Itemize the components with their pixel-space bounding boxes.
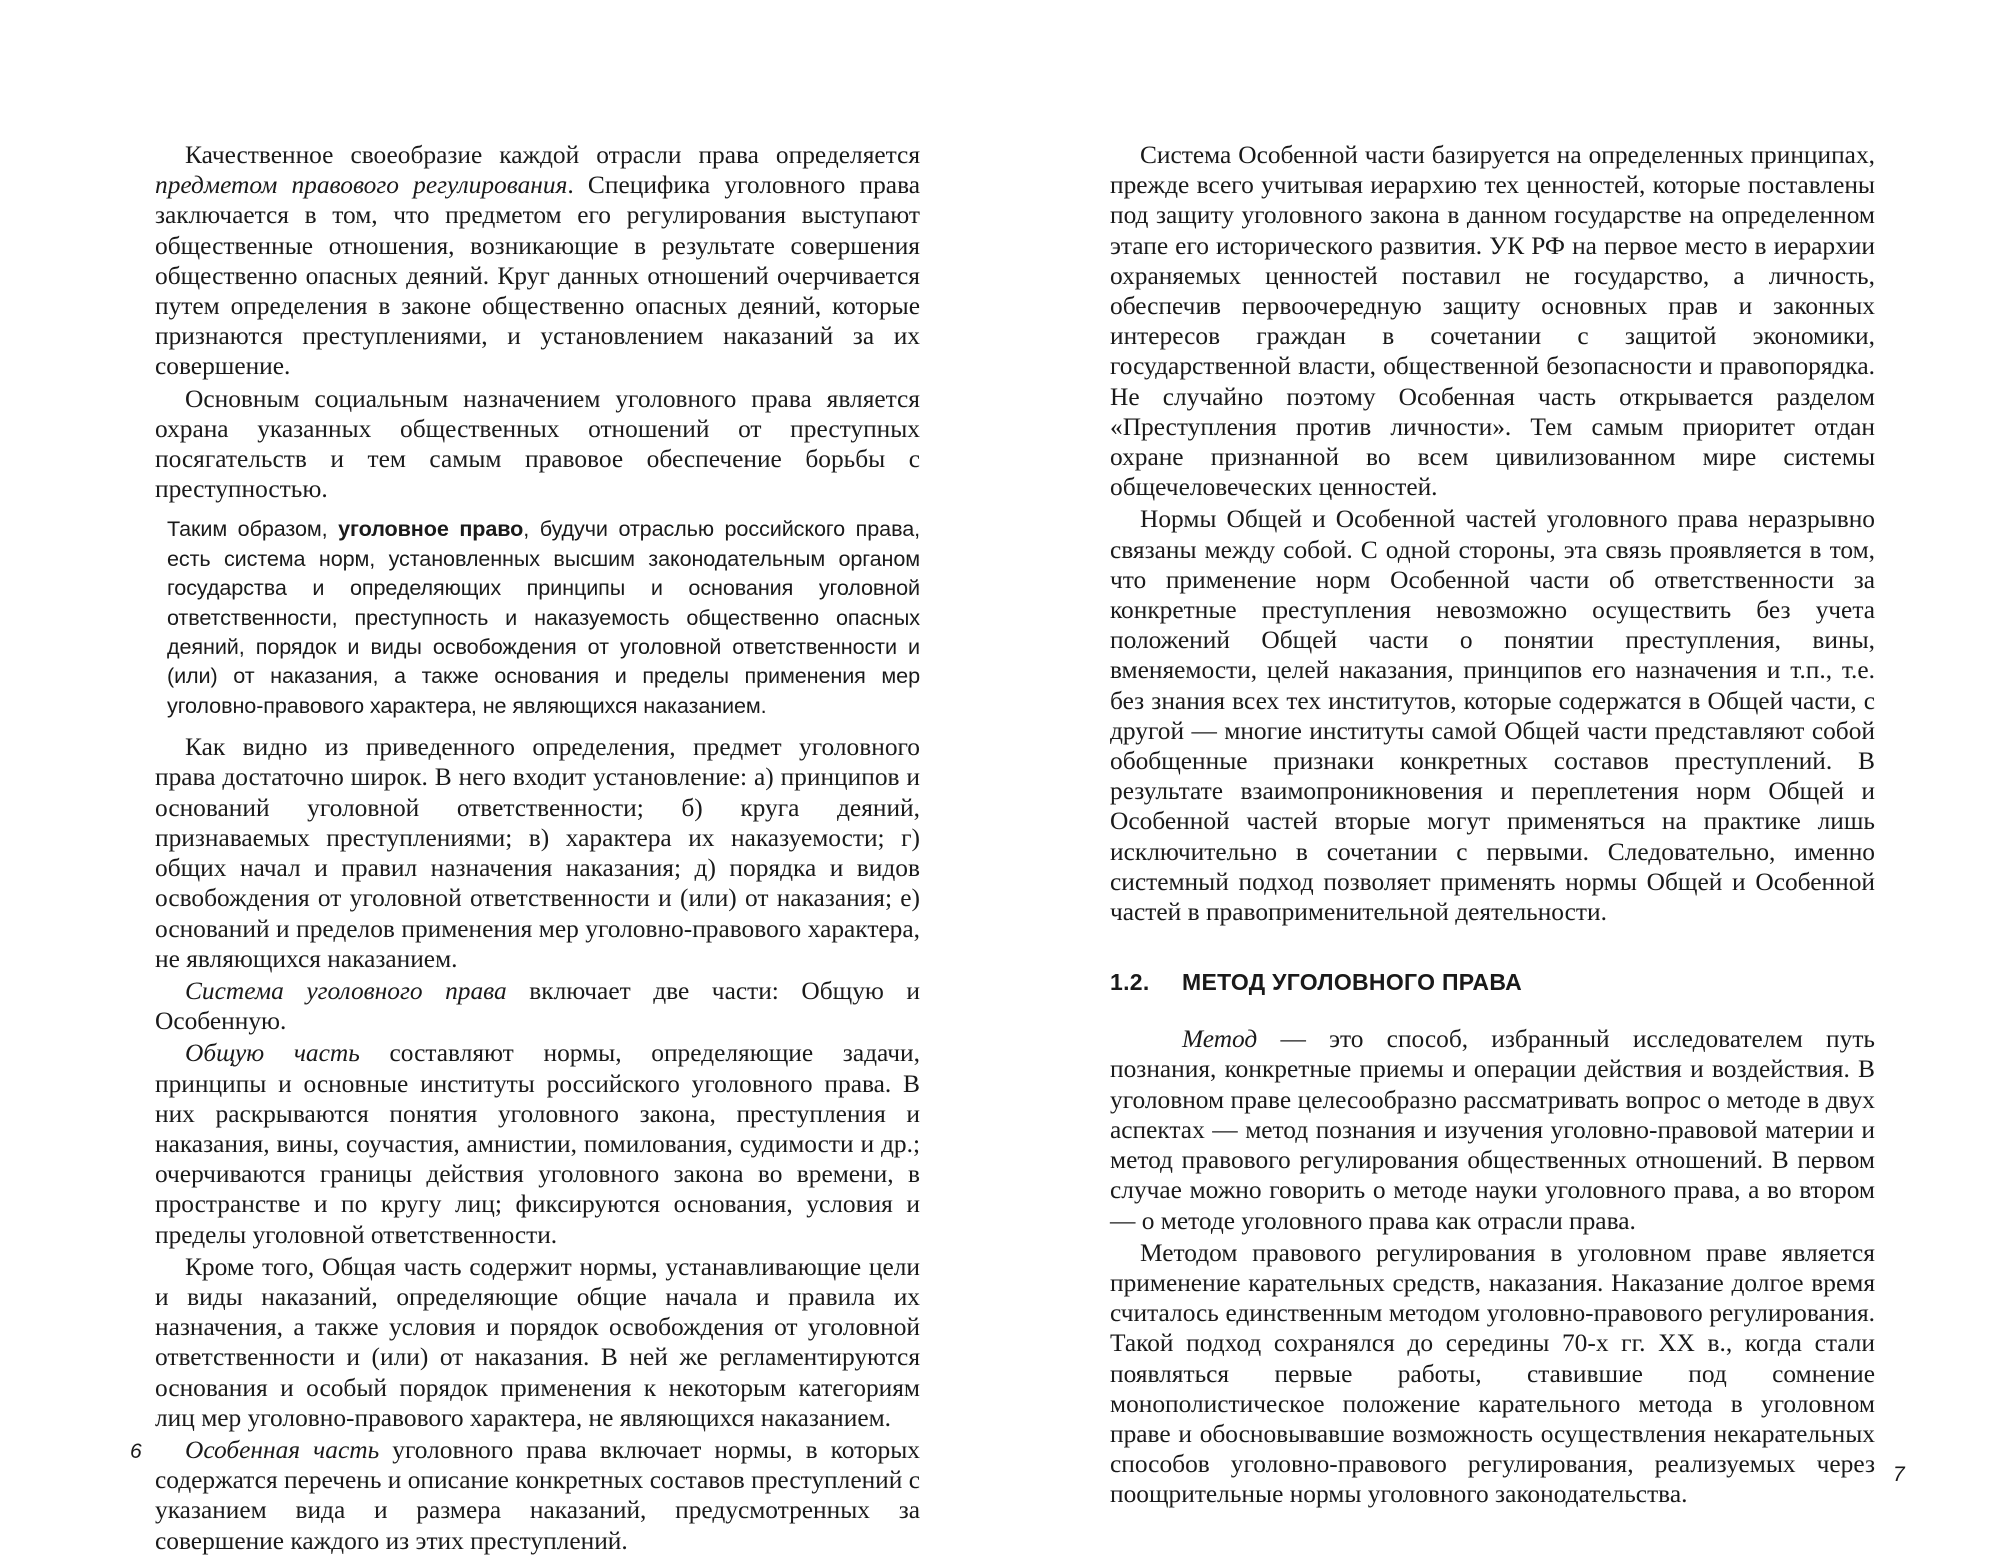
text-run: Качественное своеобразие каждой отрасли права определяется	[185, 141, 920, 169]
text-run: включает две части: Общую и Особенную.	[155, 976, 920, 1036]
text-run: , будучи отраслью российского права, есть система норм, установленных высшим законодательным органом государства и определяющих принципы и основания уголовной ответственности, преступность и наказуемость общественно опасных деяний, порядок и виды освобождения от уголовной ответственности и (или) от наказания, а также основания и пределы применения мер уголовно-правового характера, не являющихся наказанием.	[167, 516, 921, 718]
page-number: 7	[1893, 1463, 1905, 1486]
left-page	[155, 140, 920, 1556]
italic-term: Общую часть	[185, 1039, 360, 1068]
paragraph: Кроме того, Общая часть содержит нормы, устанавливающие цели и виды наказаний, определяющие общие начала и правила их назначения, а также условия и порядок освобождения от уголовной ответственности и (или) от наказания. В ней же регламентируются основания и особый порядок применения к некоторым категориям лиц мер уголовно-правового характера, не являющихся наказанием.	[155, 1252, 920, 1432]
text-run: . Специфика уголовного права заключается в том, что предметом его регулирования выступают общественные отношения, возникающие в результате совершения общественно опасных деяний. Круг данных отношений очерчивается путем определения в законе общественно опасных деяний, которые признаются преступлениями, и установлением наказаний за их совершение.	[155, 171, 920, 381]
paragraph: Основным социальным назначением уголовного права является охрана указанных общественных отношений от преступных посягательств и тем самым правовое обеспечение борьбы с преступностью.	[155, 384, 920, 504]
text-run: Таким образом,	[167, 516, 339, 542]
paragraph	[155, 976, 920, 1036]
paragraph: Нормы Общей и Особенной частей уголовного права неразрывно связаны между собой. С одной стороны, эта связь проявляется в том, что применение норм Особенной части об ответственности за конкретные преступления невозможно осуществить без учета положений Общей части о понятии преступления, вины, вменяемости, целей наказания, принципов его назначения и т.п., т.е. без знания всех тех институтов, которые содержатся в Общей части, с другой — многие институты самой Общей части представляют собой обобщенные признаки конкретных составов преступлений. В результате взаимопроникновения и переплетения норм Общей и Особенной частей вторые могут применяться на практике лишь исключительно в сочетании с первыми. Следовательно, именно системный подход позволяет применять нормы Общей и Особенной частей в правоприменительной деятельности.	[1110, 505, 1875, 927]
section-heading	[1110, 969, 1875, 996]
paragraph: Как видно из приведенного определения, предмет уголовного права достаточно широк. В него входит установление: а) принципов и оснований уголовной ответственности; б) круга деяний, признаваемых преступлениями; в) характера их наказуемости; г) общих начал и правил назначения наказания; д) порядка и видов освобождения от уголовной ответственности и (или) от наказания; е) оснований и пределов применения мер уголовно-правового характера, не являющихся наказанием.	[155, 733, 920, 973]
paragraph: Методом правового регулирования в уголовном праве является применение карательных средств, наказания. Наказание долгое время считалось единственным методом уголовно-правового регулирования. Такой подход сохранялся до середины 70-х гг. XX в., когда стали появляться первые работы, ставившие под сомнение монополистическое положение карательного метода в уголовном праве и обосновывавшие возможность осуществления некарательных способов уголовно-правового регулирования, реализуемых через поощрительные нормы уголовного законодательства.	[1110, 1238, 1875, 1509]
page-number: 6	[130, 1440, 142, 1463]
italic-term: Особенная часть	[185, 1435, 380, 1464]
right-page	[1110, 140, 1875, 1510]
paragraph	[155, 1435, 920, 1556]
definition-callout	[167, 514, 920, 720]
text-run: — это способ, избранный исследователем путь познания, конкретные приемы и операции действия и воздействия. В уголовном праве целесообразно рассматривать вопрос о методе в двух аспектах — метод познания и изучения уголовно-правовой материи и метод правового регулирования общественных отношений. В первом случае можно говорить о методе науки уголовного права, а во втором — о методе уголовного права как отрасли права.	[1110, 1025, 1875, 1235]
text-run: уголовного права включает нормы, в которых содержатся перечень и описание конкретных составов преступлений с указанием вида и размера наказаний, предусмотренных за совершение каждого из этих преступлений.	[155, 1435, 920, 1555]
paragraph: Система Особенной части базируется на определенных принципах, прежде всего учитывая иерархию тех ценностей, которые поставлены под защиту уголовного закона в данном государстве на определенном этапе его исторического развития. УК РФ на первое место в иерархии охраняемых ценностей поставил не государство, а личность, обеспечив первоочередную защиту основных прав и законных интересов граждан в сочетании с защитой экономики, государственной власти, общественной безопасности и правопорядка. Не случайно поэтому Особенная часть открывается разделом «Преступления против личности». Тем самым приоритет отдан охране признанной во всем цивилизованном мире системы общечеловеческих ценностей.	[1110, 141, 1875, 502]
italic-term: Метод	[1182, 1025, 1258, 1054]
italic-term: Система уголовного права	[185, 976, 507, 1005]
bold-term: уголовное право	[338, 516, 524, 542]
section-title: МЕТОД УГОЛОВНОГО ПРАВА	[1182, 969, 1522, 996]
italic-term: предметом правового регулирования	[155, 171, 568, 200]
text-run: составляют нормы, определяющие задачи, принципы и основные институты российского уголовного права. В них раскрываются понятия уголовного закона, преступления и наказания, вины, соучастия, амнистии, помилования, судимости и др.; очерчиваются границы действия уголовного закона во времени, в пространстве и по кругу лиц; фиксируются основания, условия и пределы уголовной ответственности.	[155, 1039, 920, 1249]
paragraph	[155, 1038, 920, 1249]
paragraph	[1110, 1024, 1875, 1235]
section-number: 1.2.	[1110, 969, 1150, 996]
paragraph	[155, 140, 920, 382]
